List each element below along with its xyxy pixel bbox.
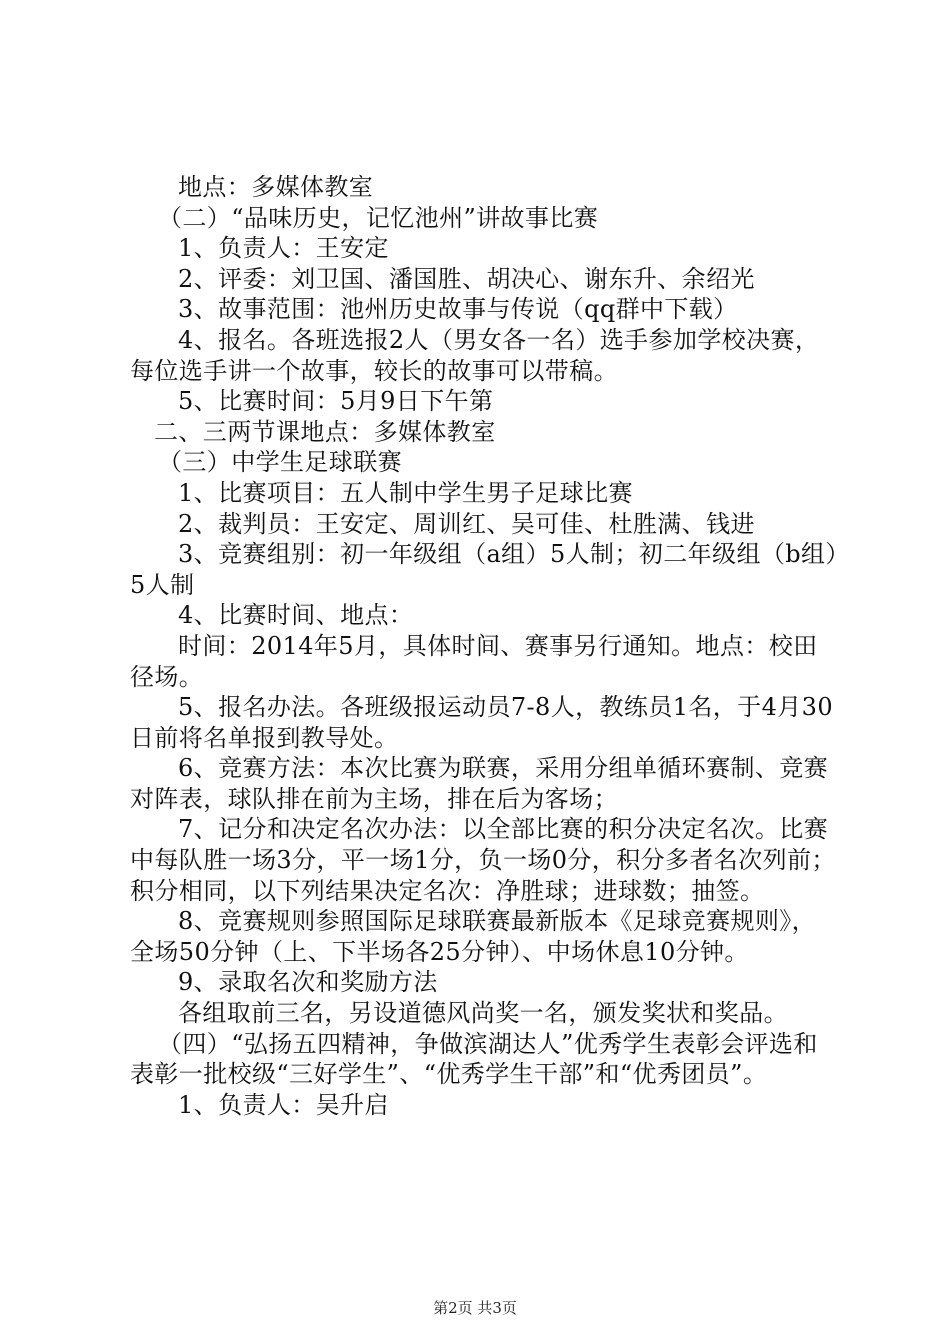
paragraph-story-scope: 3、故事范围：池州历史故事与传说（qq群中下载）	[178, 295, 738, 324]
paragraph-awards-heading: 9、录取名次和奖励方法	[178, 968, 438, 997]
paragraph-match-time-1: 5、比赛时间：5月9日下午第	[178, 387, 494, 416]
paragraph-registration-2: 5、报名办法。各班级报运动员7-8人，教练员1名，于4月30日前将名单报到教导处。	[130, 693, 833, 752]
paragraph-section-4-heading: （四）“弘扬五四精神，争做滨湖达人”优秀学生表彰会评选和表彰一批校级“三好学生”、“优秀学生干部”和“优秀团员”。	[130, 1029, 818, 1089]
paragraph-awards: 各组取前三名，另设道德风尚奖一名，颁发奖状和奖品。	[178, 999, 788, 1028]
paragraph-judges: 2、评委：刘卫国、潘国胜、胡决心、谢东升、余绍光	[178, 264, 755, 293]
paragraph-section-2-heading: （二）“品味历史，记忆池州”讲故事比赛	[158, 203, 599, 232]
paragraph-event-item: 1、比赛项目：五人制中学生男子足球比赛	[178, 478, 633, 507]
page-number-footer: 第2页 共3页	[433, 1299, 517, 1317]
paragraph-time-place-heading: 4、比赛时间、地点：	[178, 601, 414, 630]
paragraph-groups: 3、竞赛组别：初一年级组（a组）5人制；初二年级组（b组）5人制	[130, 540, 838, 599]
paragraph-section-3-heading: （三）中学生足球联赛	[158, 448, 402, 477]
document-body	[130, 172, 838, 1120]
paragraph-rules: 8、竞赛规则参照国际足球联赛最新版本《足球竞赛规则》，全场50分钟（上、下半场各25分钟）、中场休息10分钟。	[130, 907, 817, 966]
paragraph-location-2: 二、三两节课地点：多媒体教室	[154, 417, 496, 446]
paragraph-location-1: 地点：多媒体教室	[178, 173, 374, 201]
paragraph-person-in-charge-1: 1、负责人：王安定	[178, 234, 389, 263]
paragraph-scoring: 7、记分和决定名次办法：以全部比赛的积分决定名次。比赛中每队胜一场3分，平一场1分，负一场0分，积分多者名次列前；积分相同，以下列结果决定名次：净胜球；进球数；抽签。	[130, 815, 836, 905]
paragraph-referees: 2、裁判员：王安定、周训红、吴可佳、杜胜满、钱进	[178, 509, 755, 538]
paragraph-person-in-charge-2: 1、负责人：吴升启	[178, 1090, 389, 1119]
paragraph-competition-method: 6、竞赛方法：本次比赛为联赛，采用分组单循环赛制、竞赛对阵表，球队排在前为主场，排在后为客场；	[130, 754, 829, 813]
paragraph-registration-1: 4、报名。各班选报2人（男女各一名）选手参加学校决赛，每位选手讲一个故事，较长的故事可以带稿。	[130, 325, 820, 385]
paragraph-time-place: 时间：2014年5月，具体时间、赛事另行通知。地点：校田径场。	[130, 631, 818, 691]
